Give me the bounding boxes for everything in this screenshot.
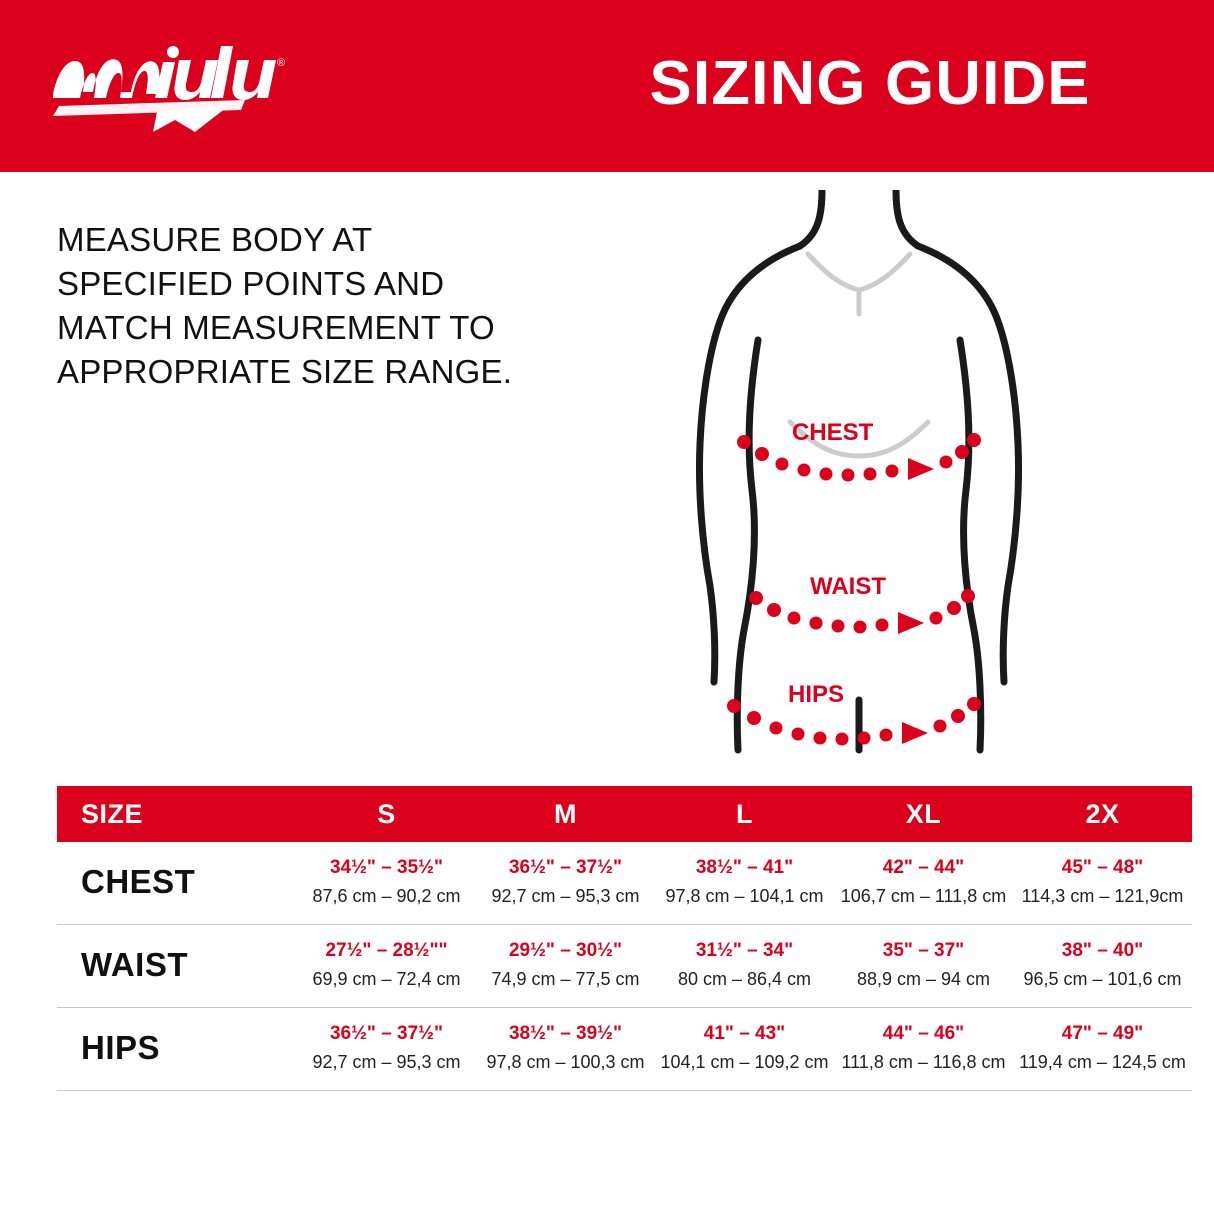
column-header-2x: 2X <box>1085 798 1120 829</box>
column-header-l: L <box>736 798 753 829</box>
cell-hips-l <box>655 1007 834 1090</box>
hips-label: HIPS <box>788 681 845 708</box>
table-body <box>57 842 1192 1090</box>
cell-cm: 92,7 cm – 95,3 cm <box>491 885 640 906</box>
body-measurement-figure <box>640 190 1080 770</box>
row-label-chest: CHEST <box>81 862 196 900</box>
cell-cm: 119,4 cm – 124,5 cm <box>1019 1051 1186 1072</box>
table-row <box>57 842 1192 924</box>
size-table <box>57 786 1186 1091</box>
cell-inches: 38½" – 39½" <box>508 1022 623 1044</box>
cell-waist-l <box>655 924 834 1007</box>
cell-inches: 29½" – 30½" <box>508 939 623 961</box>
cell-chest-2x <box>1013 842 1192 924</box>
cell-chest-xl <box>834 842 1013 924</box>
column-header-m: M <box>554 798 577 829</box>
cell-cm: 106,7 cm – 111,8 cm <box>840 885 1007 906</box>
cell-inches: 36½" – 37½" <box>508 857 623 878</box>
milwaukee-logo <box>45 36 295 136</box>
waist-label: WAIST <box>810 573 886 600</box>
torso-diagram-icon <box>640 190 1080 770</box>
milwaukee-logo-icon <box>45 36 295 136</box>
cell-cm: 97,8 cm – 104,1 cm <box>665 885 824 906</box>
cell-inches: 42" – 44" <box>882 857 965 878</box>
registered-mark: ® <box>277 57 286 69</box>
cell-cm: 88,9 cm – 94 cm <box>856 968 991 989</box>
cell-waist-2x <box>1013 924 1192 1007</box>
row-label-hips: HIPS <box>81 1028 161 1066</box>
cell-inches: 47" – 49" <box>1061 1022 1144 1044</box>
page-title: SIZING GUIDE <box>649 49 1091 118</box>
cell-chest-m <box>476 842 655 924</box>
cell-inches: 38" – 40" <box>1061 939 1144 961</box>
cell-inches: 41" – 43" <box>703 1022 786 1044</box>
cell-hips-xl <box>834 1007 1013 1090</box>
column-header-xl: XL <box>905 798 942 829</box>
cell-cm: 96,5 cm – 101,6 cm <box>1023 968 1182 989</box>
cell-cm: 80 cm – 86,4 cm <box>677 968 812 989</box>
cell-inches: 35" – 37" <box>882 939 965 961</box>
cell-cm: 92,7 cm – 95,3 cm <box>312 1051 461 1072</box>
table-head <box>57 786 1192 842</box>
cell-inches: 36½" – 37½" <box>329 1022 444 1044</box>
cell-hips-m <box>476 1007 655 1090</box>
cell-cm: 87,6 cm – 90,2 cm <box>312 885 461 906</box>
cell-waist-s <box>297 924 476 1007</box>
cell-waist-xl <box>834 924 1013 1007</box>
table-row <box>57 924 1192 1007</box>
cell-hips-s <box>297 1007 476 1090</box>
cell-chest-s <box>297 842 476 924</box>
column-header-size: SIZE <box>81 798 144 829</box>
cell-cm: 97,8 cm – 100,3 cm <box>486 1051 645 1072</box>
cell-chest-l <box>655 842 834 924</box>
cell-waist-m <box>476 924 655 1007</box>
cell-cm: 104,1 cm – 109,2 cm <box>660 1051 829 1072</box>
cell-cm: 74,9 cm – 77,5 cm <box>491 968 640 989</box>
size-table-element <box>57 786 1192 1091</box>
cell-cm: 111,8 cm – 116,8 cm <box>841 1051 1006 1072</box>
cell-inches: 34½" – 35½" <box>329 857 444 878</box>
chest-label: CHEST <box>792 419 874 446</box>
column-header-s: S <box>377 798 396 829</box>
cell-inches: 44" – 46" <box>882 1022 965 1044</box>
cell-inches: 38½" – 41" <box>695 857 794 878</box>
cell-inches: 45" – 48" <box>1061 857 1144 878</box>
cell-hips-2x <box>1013 1007 1192 1090</box>
header-banner <box>0 0 1214 172</box>
table-header-row <box>57 786 1192 842</box>
cell-inches: 31½" – 34" <box>695 939 794 961</box>
cell-inches: 27½" – 28½"" <box>325 939 448 961</box>
cell-cm: 114,3 cm – 121,9cm <box>1021 885 1184 906</box>
row-label-waist: WAIST <box>81 945 188 983</box>
table-row <box>57 1007 1192 1090</box>
hips-measure-line <box>727 697 981 746</box>
cell-cm: 69,9 cm – 72,4 cm <box>312 968 461 989</box>
intro-text: MEASURE BODY AT SPECIFIED POINTS AND MATCH MEASUREMENT TO APPROPRIATE SIZE RANGE. <box>57 221 513 390</box>
